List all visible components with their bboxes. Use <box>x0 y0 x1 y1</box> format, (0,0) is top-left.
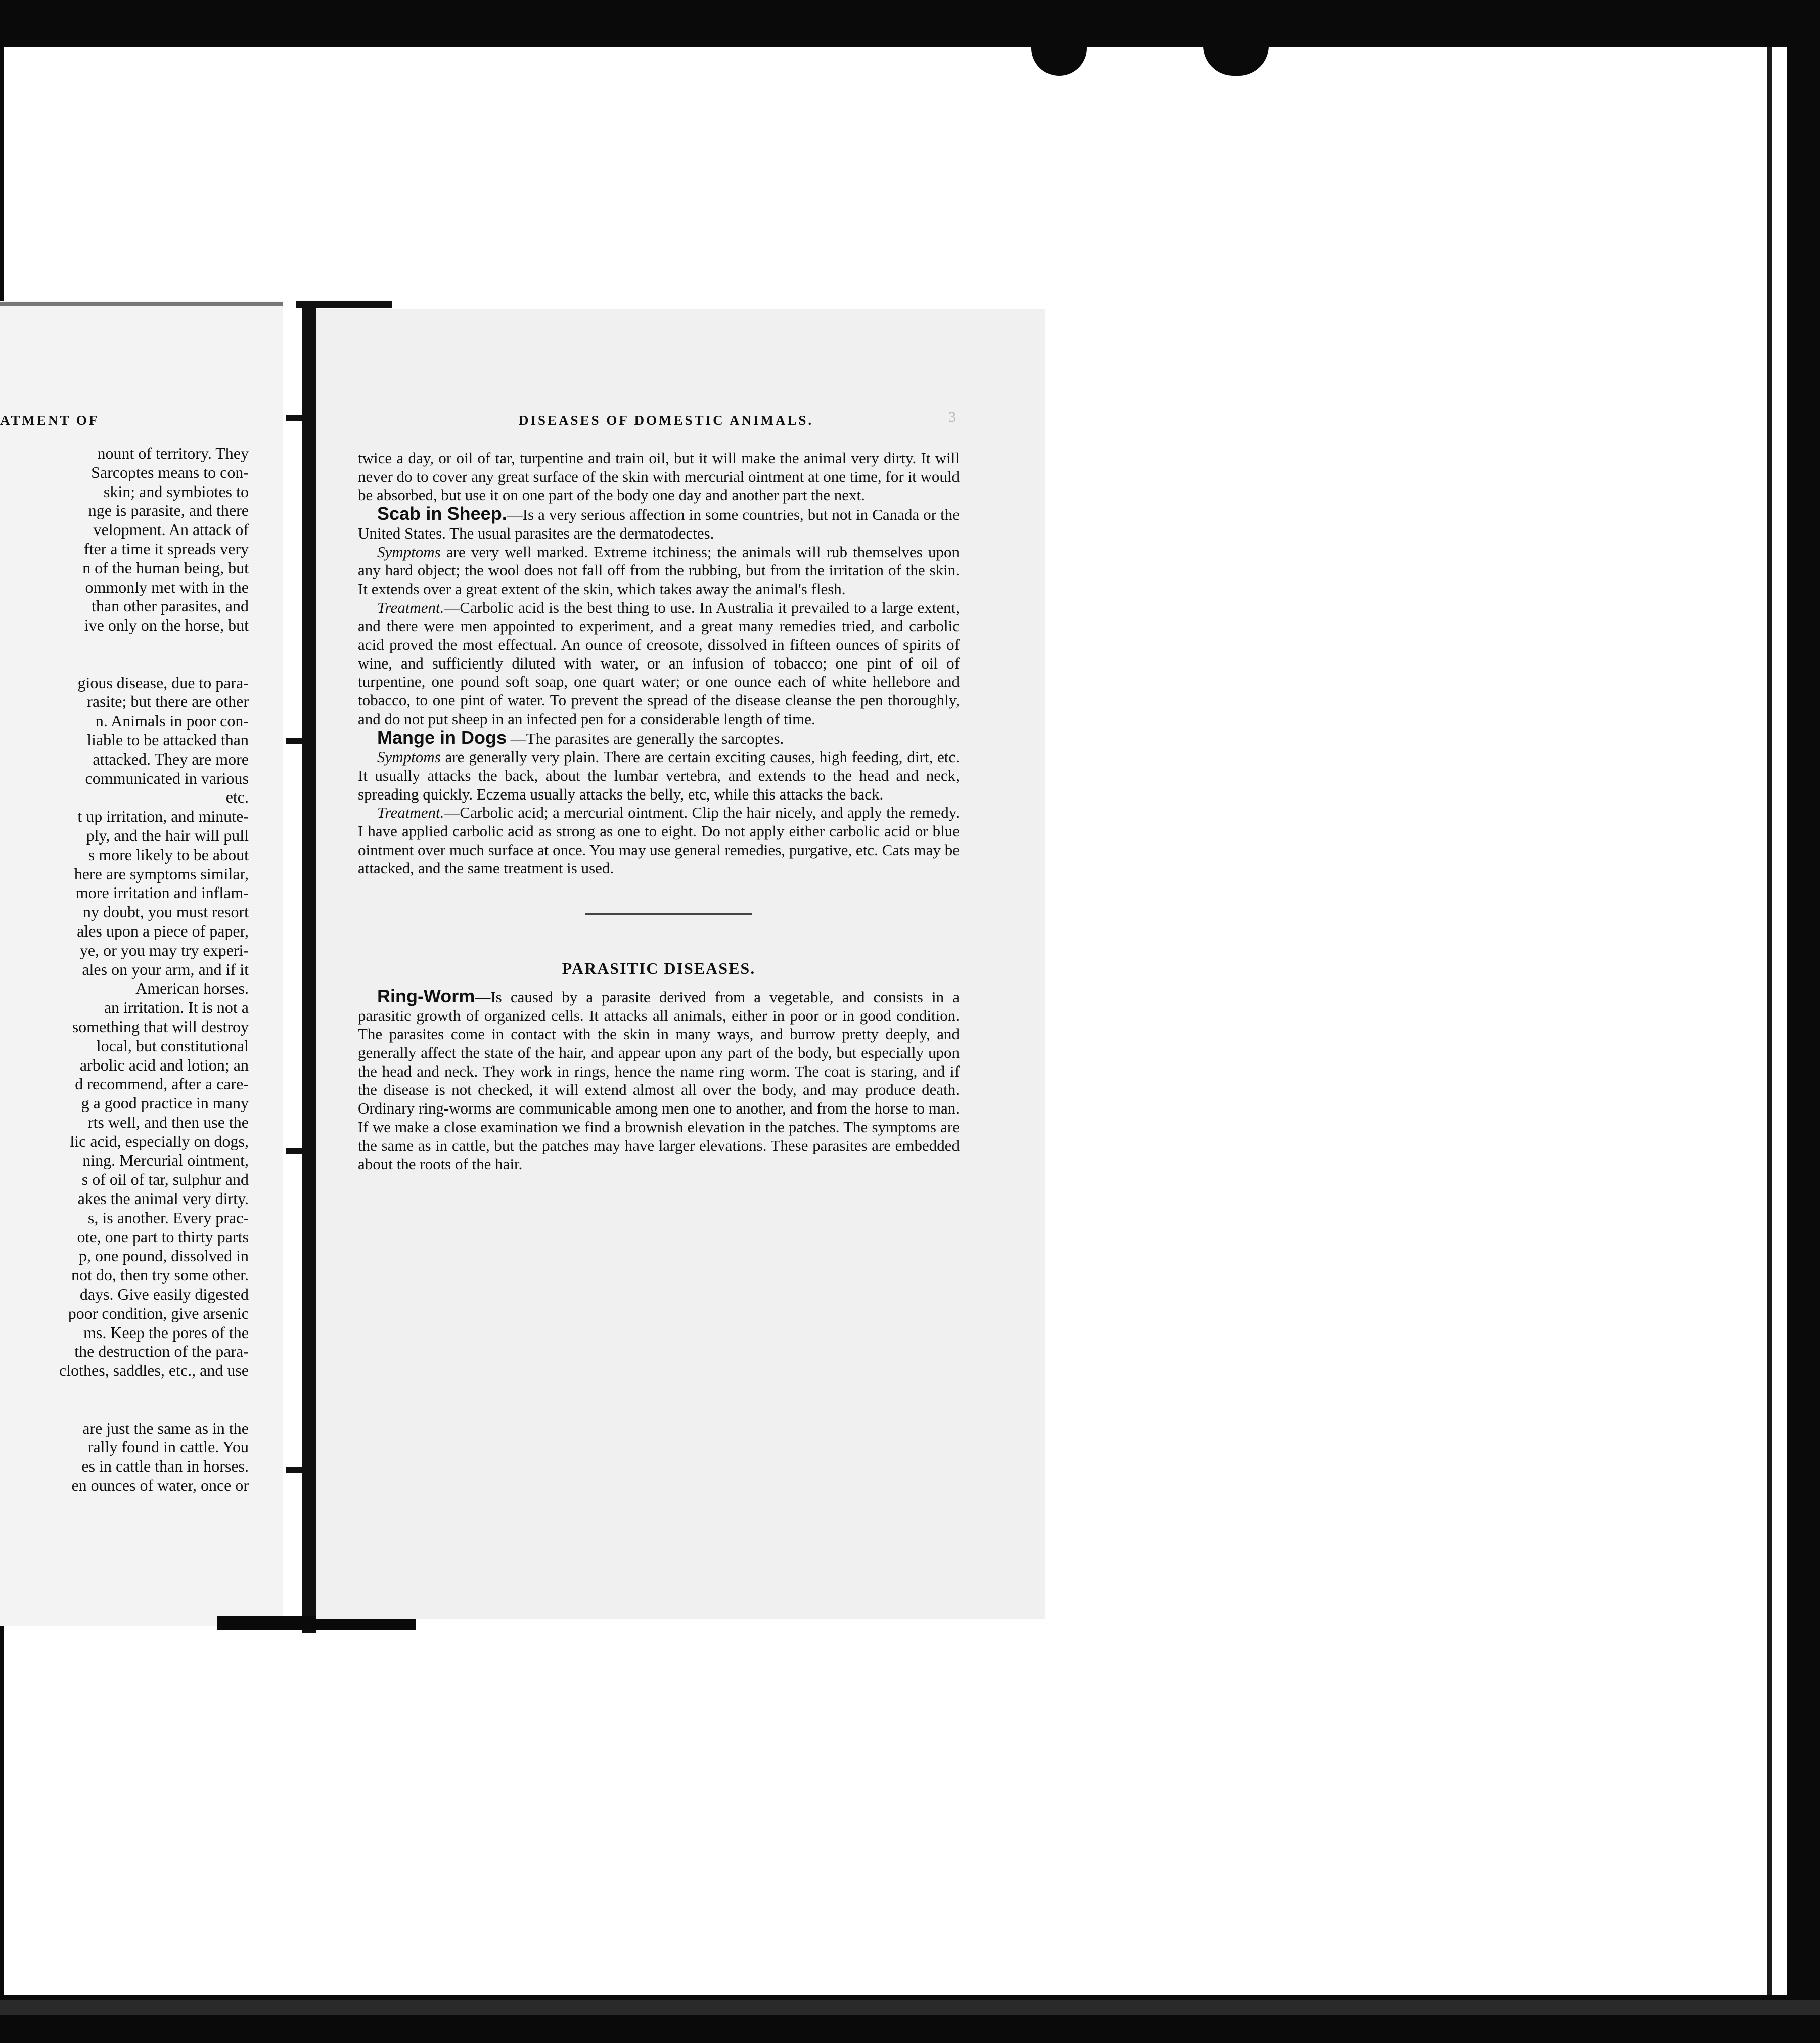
left-text-line: velopment. An attack of <box>93 520 249 539</box>
left-text-line: gious disease, due to para- <box>77 673 249 692</box>
section-divider <box>585 913 752 915</box>
left-text-line: d recommend, after a care- <box>75 1075 249 1093</box>
left-text-line: skin; and symbiotes to <box>103 482 249 501</box>
left-text-line: rts well, and then use the <box>87 1113 249 1131</box>
intro-paragraph: twice a day, or oil of tar, turpentine and train oil, but it will make the animal very dirty. It will never do to cover any great surface of the skin with mercurial ointment at one time, for it would be absorbed, but use it on one part of the body one day and another part the next. <box>358 449 960 504</box>
scab-paragraph: Scab in Sheep.—Is a very serious affection in some countries, but not in Canada or the United States. The usual parasites are the dermatodectes. <box>358 503 960 542</box>
left-text-line: nge is parasite, and there <box>88 501 249 520</box>
left-text-line <box>0 654 283 674</box>
gutter-tick <box>286 415 302 421</box>
left-text-line: etc. <box>225 788 249 807</box>
right-page <box>316 309 1045 1619</box>
left-text-line: ye, or you may try experi- <box>79 941 249 959</box>
left-text-line <box>0 635 283 654</box>
left-text-line: akes the animal very dirty. <box>77 1189 249 1208</box>
left-text-line: ales upon a piece of paper, <box>77 921 249 940</box>
left-text-line: are just the same as in the <box>82 1418 249 1437</box>
left-text-line: something that will destroy <box>72 1017 249 1036</box>
left-text-line: s, is another. Every prac- <box>87 1208 249 1227</box>
left-text-line: here are symptoms similar, <box>74 864 249 883</box>
film-border-top <box>0 0 1820 47</box>
left-text-line: ms. Keep the pores of the <box>83 1323 249 1342</box>
left-text-line: ny doubt, you must resort <box>83 903 249 921</box>
left-text-line: ive only on the horse, but <box>84 616 249 635</box>
left-page <box>0 301 283 1626</box>
left-text-line: es in cattle than in horses. <box>81 1457 249 1476</box>
mange-symptoms: Symptoms are generally very plain. There are certain exciting causes, high feeding, dirt, etc. It usually attacks the back, about the lumbar vertebra, and extends to the head and neck, spreading quickly. Eczema usually attacks the belly, etc, while this attacks the back. <box>358 748 960 803</box>
ringworm-paragraph: Ring-Worm—Is caused by a parasite derived from a vegetable, and consists in a parasitic growth of organized cells. It attacks all animals, either in poor or in good condition. The parasites come in contact with the skin in many ways, and burrow pretty deeply, and generally affect the state of the hair, and appear upon any part of the body, but especially upon the head and neck. They work in rings, hence the name ring worm. The coat is staring, and if the disease is not checked, it will extend almost all over the body, and may produce death. Ordinary ring-worms are communicable among men one to another, and from the horse to man. If we make a close examination we find a brownish elevation in the patches. The symptoms are the same as in cattle, but the patches may have larger elevations. These parasites are embedded about the roots of the hair. <box>358 985 960 1173</box>
left-text-line: the destruction of the para- <box>74 1342 249 1361</box>
left-text-line: fter a time it spreads very <box>83 539 249 558</box>
left-text-line: not do, then try some other. <box>71 1266 249 1284</box>
left-text-line: days. Give easily digested <box>79 1285 249 1304</box>
left-text-line <box>0 1400 283 1419</box>
film-notch <box>1203 0 1269 76</box>
left-text-line: ote, one part to thirty parts <box>77 1227 249 1246</box>
gutter-tick <box>286 738 302 744</box>
left-text-line: ales on your arm, and if it <box>82 960 249 979</box>
left-text-line: liable to be attacked than <box>87 730 249 749</box>
left-text-line: lic acid, especially on dogs, <box>70 1132 249 1150</box>
left-text-line: t up irritation, and minute- <box>77 807 249 826</box>
left-page-text <box>0 444 283 1495</box>
left-page-rule <box>0 302 283 306</box>
film-border-bottom-gap <box>0 2000 1820 2015</box>
left-text-line: n of the human being, but <box>82 558 249 577</box>
mange-heading: Mange in Dogs <box>377 727 507 748</box>
left-text-line: clothes, saddles, etc., and use <box>59 1361 249 1380</box>
left-text-line: rasite; but there are other <box>87 692 249 711</box>
left-text-line: local, but constitutional <box>96 1036 249 1055</box>
left-text-line: American horses. <box>135 979 249 998</box>
film-border-right-inner <box>1767 47 1772 1995</box>
left-text-line: n. Animals in poor con- <box>95 712 249 730</box>
left-text-line: Sarcoptes means to con- <box>91 463 249 481</box>
mange-treatment: Treatment.—Carbolic acid; a mercurial ointment. Clip the hair nicely, and apply the remedy. I have applied carbolic acid as strong as one to eight. Do not apply either carbolic acid or blue ointment over much surface at once. You may use general remedies, purgative, etc. Cats may be attacked, and the same treatment is used. <box>358 804 960 877</box>
film-border-right <box>1787 47 1820 1995</box>
left-text-line: ply, and the hair will pull <box>86 826 249 845</box>
left-text-line: s more likely to be about <box>88 845 249 864</box>
scab-heading: Scab in Sheep. <box>377 503 507 524</box>
gutter-tick <box>286 1467 302 1473</box>
left-text-line: s of oil of tar, sulphur and <box>81 1170 249 1189</box>
left-text-line: more irritation and inflam- <box>75 883 249 902</box>
left-text-line: ommonly met with in the <box>85 578 249 596</box>
body-column <box>358 449 960 1174</box>
binding-gutter <box>302 303 316 1633</box>
right-running-head: DISEASES OF DOMESTIC ANIMALS. <box>519 413 814 428</box>
scab-symptoms: Symptoms are very well marked. Extreme itchiness; the animals will rub themselves upon any hard object; the wool does not fall off from the rubbing, but from the irritation of the skin. It extends over a great extent of the skin, which takes away the animal's flesh. <box>358 543 960 598</box>
parasitic-diseases-title: PARASITIC DISEASES. <box>562 959 756 978</box>
left-running-head: ATMENT OF <box>0 413 100 428</box>
left-text-line: than other parasites, and <box>92 597 249 615</box>
left-text-line: p, one pound, dissolved in <box>79 1247 249 1265</box>
left-text-line: ning. Mercurial ointment, <box>82 1151 249 1170</box>
left-text-line: en ounces of water, once or <box>71 1476 249 1495</box>
left-text-line: rally found in cattle. You <box>87 1438 249 1456</box>
left-text-line: arbolic acid and lotion; an <box>79 1055 249 1074</box>
left-text-line: an irritation. It is not a <box>104 998 249 1017</box>
left-text-line: communicated in various <box>85 769 249 787</box>
gutter-tick <box>286 1148 302 1154</box>
left-text-line: nount of territory. They <box>97 444 249 462</box>
left-text-line: attacked. They are more <box>93 749 249 768</box>
left-text-line <box>0 1381 283 1400</box>
left-text-line: g a good practice in many <box>81 1094 249 1113</box>
mange-paragraph: Mange in Dogs —The parasites are generally the sarcoptes. <box>377 727 784 748</box>
scab-treatment: Treatment.—Carbolic acid is the best thing to use. In Australia it prevailed to a large extent, and there were men appointed to experiment, and a great many remedies tried, and carbolic acid proved the most effectual. An ounce of creosote, dissolved in fifteen ounces of spirits of wine, and sufficiently diluted with water, or an infusion of tobacco; one pint of oil of turpentine, one pound soft soap, one quart water; or one ounce each of white hellebore and tobacco, to one pint of water. To prevent the spread of the disease cleanse the pen thoroughly, and do not put sheep in an infected pen for a considerable length of time. <box>358 598 960 728</box>
ringworm-heading: Ring-Worm <box>377 985 475 1006</box>
film-notch <box>1031 0 1087 76</box>
page-number: 3 <box>948 409 956 425</box>
left-text-line: poor condition, give arsenic <box>68 1304 249 1322</box>
